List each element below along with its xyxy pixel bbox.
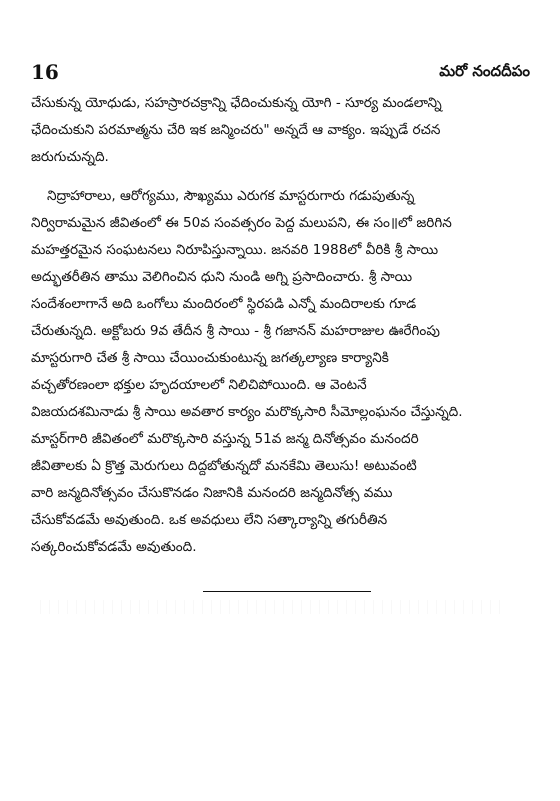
text-line: ఛేదించుకుని పరమాత్మను చేరి ఇక జన్మించరు" అన్నదే ఆ వాక్యం. ఇప్పుడే రచన [31, 122, 441, 138]
text-line: జరుగుచున్నది. [31, 149, 109, 165]
text-line: మాస్టర్‌గారి జీవితంలో మరొక్కసారి వస్తున్న 51వ జన్మ దినోత్సవం మనందరి [31, 431, 419, 447]
text-line: సందేశంలాగానే అది ఒంగోలు మందిరంలో స్థిరపడి ఎన్నో మందిరాలకు గూడ [31, 296, 417, 312]
scan-noise [40, 600, 500, 614]
text-line: చేసుకోవడమే అవుతుంది. ఒక అవధులు లేని సత్కార్యాన్ని తగురీతిన [31, 512, 388, 528]
text-line: నిద్రాహారాలు, ఆరోగ్యము, సౌఖ్యము ఎరుగక మాస్టరుగారు గడుపుతున్న [47, 188, 415, 204]
text-line: మహత్తరమైన సంఘటనలు నిరూపిస్తున్నాయి. జనవరి 1988లో వీరికి శ్రీ సాయి [31, 242, 439, 258]
text-line: అద్భుతరీతిన తాము వెలిగించిన ధుని నుండి అగ్ని ప్రసాదించారు. శ్రీ సాయి [31, 269, 413, 285]
text-line: వచ్చతోరణంలా భక్తుల హృదయాలలో నిలిచిపోయింది. ఆ వెంటనే [31, 377, 367, 393]
body-text [31, 90, 531, 561]
paragraph-gap [31, 171, 531, 183]
text-line: జీవితాలకు ఏ క్రొత్త మెరుగులు దిద్దబోతున్నదో మనకేమి తెలుసు! అటువంటి [31, 458, 417, 474]
running-header: మరో నందదీపం [439, 62, 530, 80]
text-line: సత్కరించుకోవడమే అవుతుంది. [31, 539, 197, 555]
text-line: చేసుకున్న యోధుడు, సహస్రారచక్రాన్ని ఛేదించుకున్న యోగి - సూర్య మండలాన్ని [31, 95, 442, 111]
text-line: వారి జన్మదినోత్సవం చేసుకొనడం నిజానికి మనందరి జన్మదినోత్స వము [31, 485, 393, 501]
text-line: నిర్విరామమైన జీవితంలో ఈ 50వ సంవత్సరం పెద్ద మలుపని, ఈ సం॥లో జరిగిన [31, 215, 452, 231]
page-number: 16 [31, 60, 59, 84]
text-line: చేరుతున్నది. అక్టోబరు 9వ తేదీన శ్రీ సాయి - శ్రీ గజానన్ మహరాజుల ఊరేగింపు [31, 323, 440, 339]
text-line: విజయదశమినాడు శ్రీ సాయి అవతార కార్యం మరొక్కసారి సీమోల్లంఘనం చేస్తున్నది. [31, 404, 463, 420]
section-divider [203, 591, 371, 592]
text-line: మాస్టరుగారి చేత శ్రీ సాయి చేయించుకుంటున్న జగత్కల్యాణ కార్యానికి [31, 350, 389, 366]
